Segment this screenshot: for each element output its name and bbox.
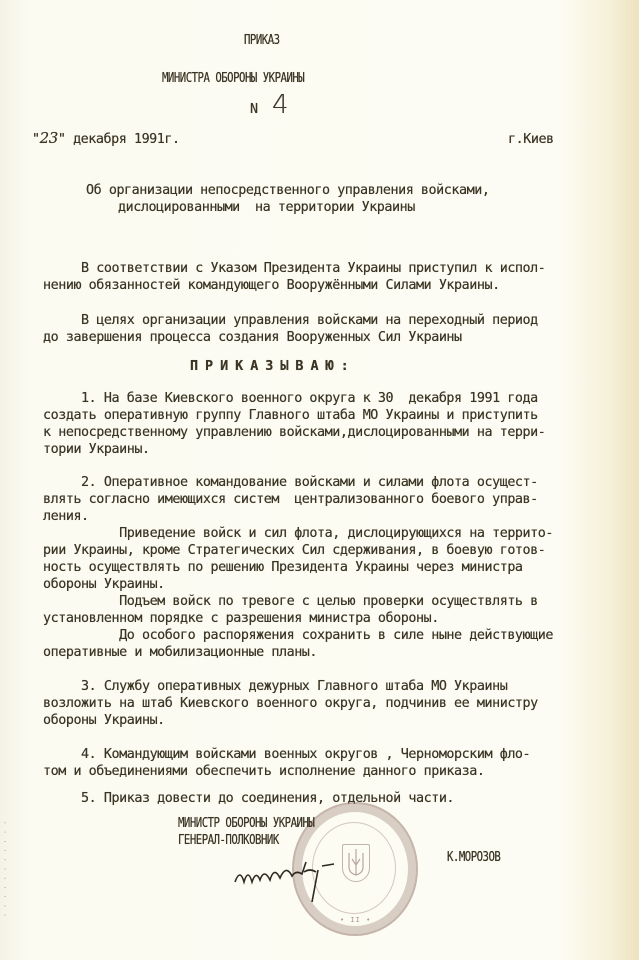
- item-2-sub-1-line-1: Приведение войск и сил флота, дислоцирующихся на террито-: [43, 526, 553, 541]
- signatory-position-2: ГЕНЕРАЛ-ПОЛКОВНИК: [178, 833, 279, 848]
- preamble-2-line-2: до завершения процесса создания Вооруженных Сил Украины: [43, 330, 462, 345]
- item-3-line-2: возложить на штаб Киевского военного округа, подчинив ее министру: [43, 696, 538, 711]
- order-city: г.Киев: [508, 132, 554, 147]
- stamp-bottom-text: • II •: [340, 916, 372, 924]
- preamble-2-line-1: В целях организации управления войсками на переходный период: [43, 313, 538, 328]
- item-2-sub-1-line-2: рии Украины, кроме Стратегических Сил сдерживания, в боевую готов-: [43, 543, 546, 558]
- order-number: 4: [272, 90, 289, 120]
- preamble-1-line-1: В соответствии с Указом Президента Украины приступил к испол-: [43, 261, 546, 276]
- date-day-handwritten: 23: [39, 129, 58, 147]
- item-2-sub-3-line-1: До особого распоряжения сохранить в силе ныне действующие: [43, 628, 553, 643]
- item-2-sub-3-line-2: оперативные и мобилизационные планы.: [43, 645, 318, 660]
- signatory-position-1: МИНИСТР ОБОРОНЫ УКРАИНЫ: [178, 816, 315, 831]
- item-1-line-2: создать оперативную группу Главного штаба МО Украины и приступить: [43, 408, 538, 423]
- preamble-1-line-2: нению обязанностей командующего Вооружёнными Силами Украины.: [43, 278, 500, 293]
- item-4-line-2: том и объединениями обеспечить исполнение данного приказа.: [43, 764, 485, 779]
- document-issuer: МИНИСТРА ОБОРОНЫ УКРАИНЫ: [162, 71, 305, 86]
- item-2-sub-1-line-3: ность осуществлять по решению Президента Украины через министра: [43, 560, 523, 575]
- signatory-name: К.МОРОЗОВ: [447, 850, 501, 865]
- date-month-year: декабря 1991г.: [73, 132, 180, 147]
- order-number-prefix: N: [250, 102, 258, 117]
- date-quote-close: ": [57, 132, 66, 147]
- subject-line-2: дислоцированными на территории Украины: [118, 200, 415, 215]
- item-2-line-3: ления.: [43, 509, 89, 524]
- order-word: ПРИКАЗЫВАЮ:: [190, 359, 356, 374]
- document-title: ПРИКАЗ: [244, 33, 280, 48]
- item-2-sub-1-line-4: обороны Украины.: [43, 577, 165, 592]
- order-date: [32, 130, 180, 148]
- item-1-line-1: 1. На базе Киевского военного округа к 30 декабря 1991 года: [43, 391, 538, 406]
- date-quote-open: ": [32, 132, 40, 147]
- handwritten-signature: [230, 850, 380, 914]
- item-4-line-1: 4. Командующим войсками военных округов , Черноморским фло-: [43, 747, 531, 762]
- margin-print-text: · · · · · · · · · · ·: [2, 820, 9, 917]
- item-2-sub-2-line-1: Подъем войск по тревоге с целью проверки осуществлять в: [43, 594, 538, 609]
- item-3-line-1: 3. Службу оперативных дежурных Главного штаба МО Украины: [43, 679, 508, 694]
- subject-line-1: Об организации непосредственного управления войсками,: [86, 183, 490, 198]
- item-5-line-1: 5. Приказ довести до соединения, отдельной части.: [43, 791, 455, 806]
- item-2-line-2: влять согласно имеющихся систем централизованного боевого управ-: [43, 492, 538, 507]
- item-3-line-3: обороны Украины.: [43, 713, 165, 728]
- item-1-line-3: к непосредственному управлению войсками,дислоцированными на терри-: [43, 425, 546, 440]
- item-1-line-4: тории Украины.: [43, 442, 150, 457]
- item-2-sub-2-line-2: установленном порядке с разрешения министра обороны.: [43, 611, 439, 626]
- item-2-line-1: 2. Оперативное командование войсками и силами флота осущест-: [43, 475, 538, 490]
